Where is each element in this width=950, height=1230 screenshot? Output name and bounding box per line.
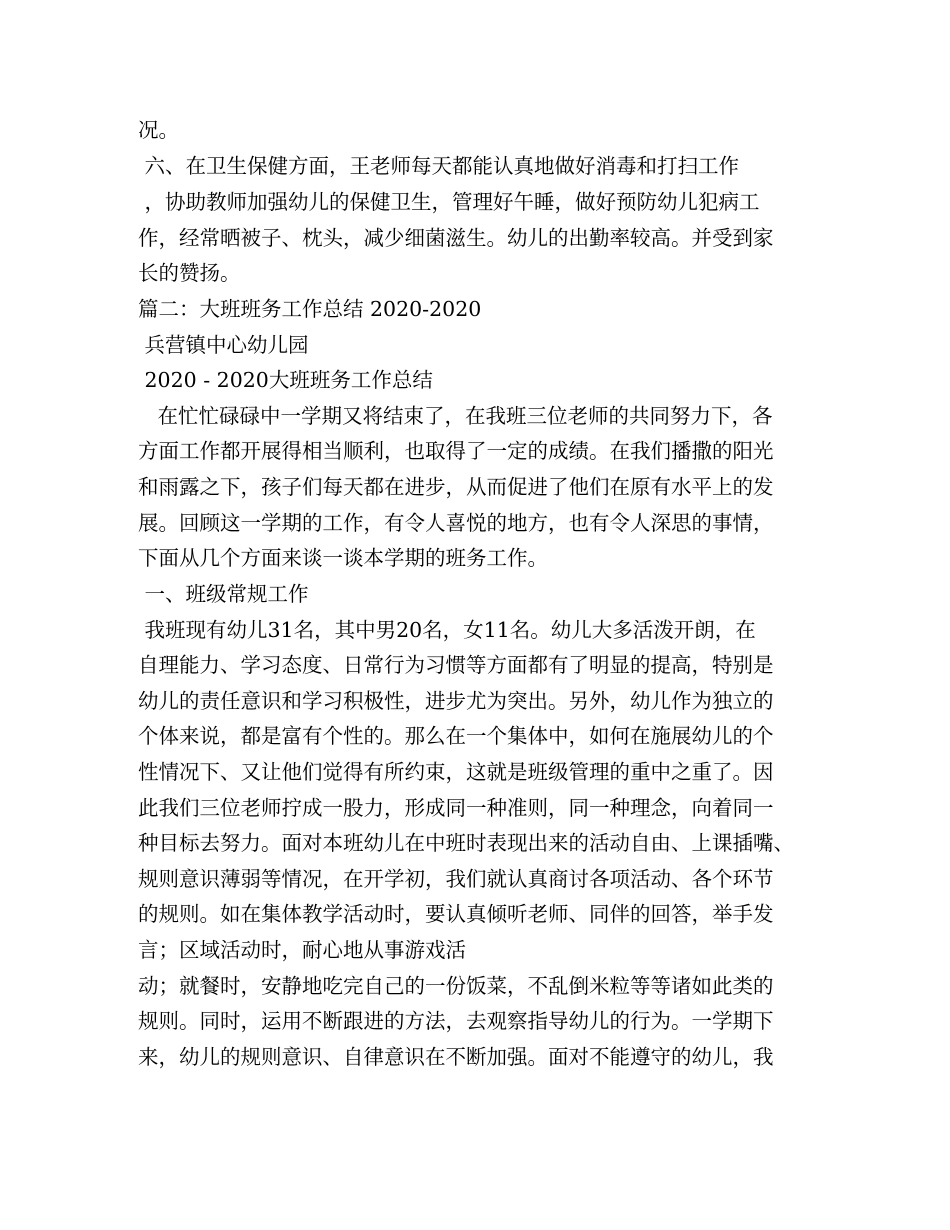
text-line: 我班现有幼儿31名，其中男20名，女11名。幼儿大多活泼开朗，在 — [138, 618, 756, 642]
text-line: ，协助教师加强幼儿的保健卫生，管理好午睡，做好预防幼儿犯病工 — [138, 190, 760, 214]
text-line: 言；区域活动时，耐心地从事游戏活 — [138, 938, 466, 962]
text-line: 的规则。如在集体教学活动时，要认真倾听老师、同伴的回答，举手发 — [138, 902, 774, 926]
text-line: 方面工作都开展得相当顺利，也取得了一定的成绩。在我们播撒的阳光 — [138, 439, 774, 463]
text-line: 自理能力、学习态度、日常行为习惯等方面都有了明显的提高，特别是 — [138, 653, 774, 677]
text-line: 作，经常晒被子、枕头，减少细菌滋生。幼儿的出勤率较高。并受到家 — [138, 226, 774, 250]
text-line: 在忙忙碌碌中一学期又将结束了，在我班三位老师的共同努力下，各 — [138, 404, 773, 428]
text-line: 性情况下、又让他们觉得有所约束，这就是班级管理的重中之重了。因 — [138, 760, 774, 784]
text-line: 规则意识薄弱等情况，在开学初，我们就认真商讨各项活动、各个环节 — [138, 867, 774, 891]
text-line: 长的赞扬。 — [138, 261, 241, 285]
text-line: 下面从几个方面来谈一谈本学期的班务工作。 — [138, 546, 548, 570]
text-line: 种目标去努力。面对本班幼儿在中班时表现出来的活动自由、上课插嘴、 — [138, 831, 794, 855]
text-line: 此我们三位老师拧成一股力，形成同一种准则，同一种理念，向着同一 — [138, 796, 774, 820]
text-line: 个体来说，都是富有个性的。那么在一个集体中，如何在施展幼儿的个 — [138, 724, 774, 748]
text-line: 来，幼儿的规则意识、自律意识在不断加强。面对不能遵守的幼儿，我 — [138, 1045, 774, 1069]
text-line: 展。回顾这一学期的工作，有令人喜悦的地方，也有令人深思的事情， — [138, 511, 774, 535]
organization-name: 兵营镇中心幼儿园 — [138, 333, 309, 357]
text-line: 幼儿的责任意识和学习积极性，进步尤为突出。另外，幼儿作为独立的 — [138, 689, 774, 713]
document-title: 2020 - 2020大班班务工作总结 — [138, 368, 433, 392]
text-line: 规则。同时，运用不断跟进的方法，去观察指导幼儿的行为。一学期下 — [138, 1009, 774, 1033]
text-line: 六、在卫生保健方面，王老师每天都能认真地做好消毒和打扫工作 — [138, 154, 740, 178]
section-heading: 篇二：大班班务工作总结 2020-2020 — [138, 297, 482, 321]
text-line: 动；就餐时，安静地吃完自己的一份饭菜，不乱倒米粒等等诸如此类的 — [138, 974, 774, 998]
text-line: 和雨露之下，孩子们每天都在进步，从而促进了他们在原有水平上的发 — [138, 475, 774, 499]
subsection-heading: 一、班级常规工作 — [138, 582, 309, 606]
text-line: 况。 — [138, 118, 179, 142]
